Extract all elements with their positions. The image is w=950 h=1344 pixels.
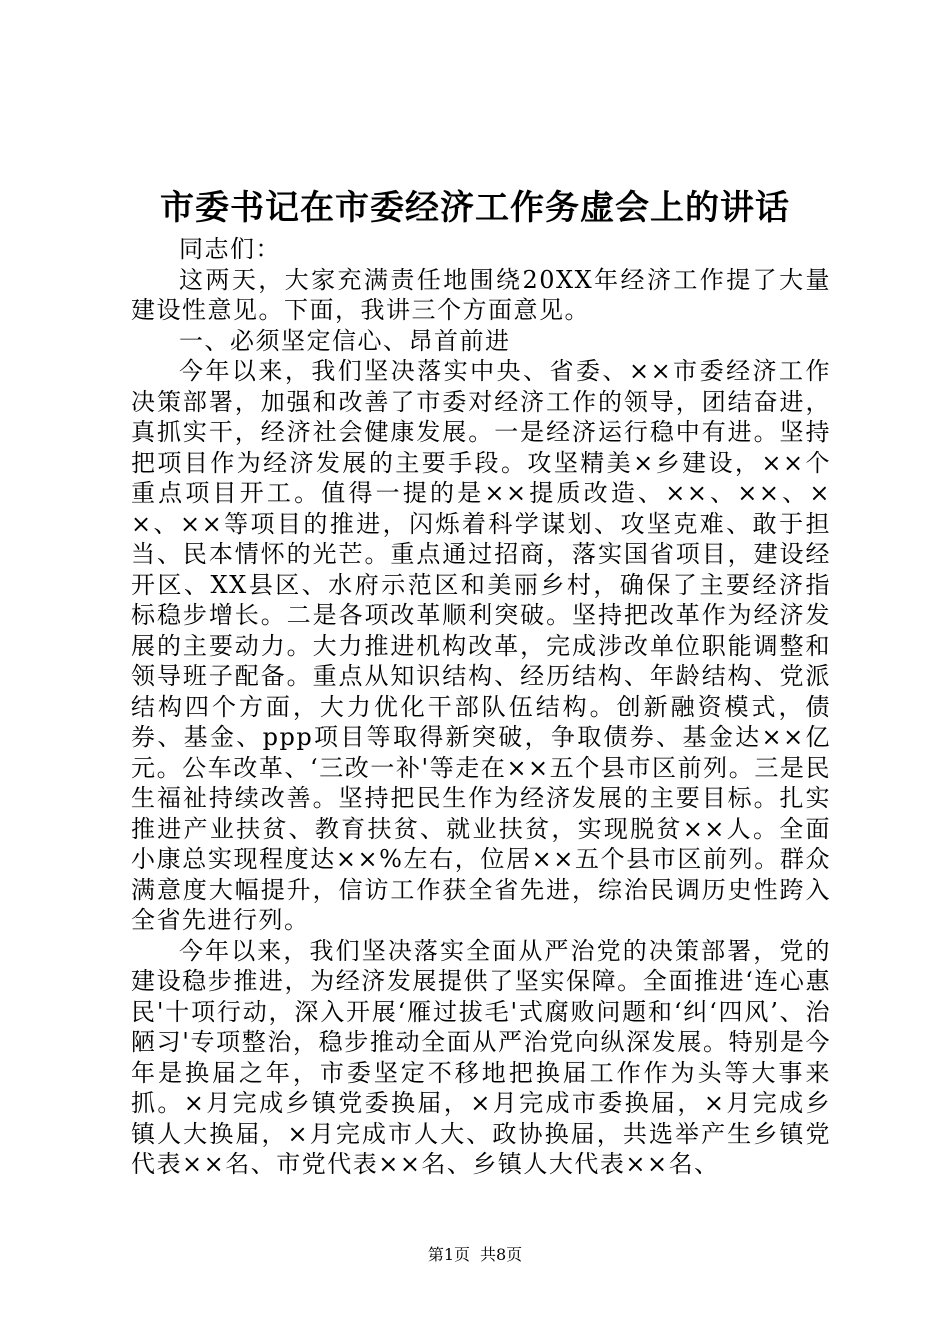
page-number: 第1页 (427, 1245, 470, 1264)
document-title: 市委书记在市委经济工作务虚会上的讲话 (160, 188, 790, 228)
salutation: 同志们： (179, 235, 281, 263)
page-footer (0, 1244, 950, 1266)
document-body (131, 234, 831, 1180)
body-paragraph: 今年以来，我们坚决落实全面从严治党的决策部署，党的建设稳步推进，为经济发展提供了坚实保障。全面推进‘连心惠民'十项行动，深入开展‘雁过拔毛'式腐败问题和‘纠‘四风’、治陋习'专项整治，稳步推动全面从严治党向纵深发展。特别是今年是换届之年，市委坚定不移地把换届工作作为头等大事来抓。×月完成乡镇党委换届，×月完成市委换届，×月完成乡镇人大换届，×月完成市人大、政协换届，共选举产生乡镇党代表××名、市党代表××名、乡镇人大代表××名、 (131, 936, 831, 1178)
intro-paragraph: 这两天，大家充满责任地围绕20XX年经济工作提了大量建设性意见。下面，我讲三个方面意见。 (131, 265, 831, 324)
body-paragraph: 今年以来，我们坚决落实中央、省委、××市委经济工作决策部署，加强和改善了市委对经济工作的领导，团结奋进，真抓实干，经济社会健康发展。一是经济运行稳中有进。坚持把项目作为经济发展的主要手段。攻坚精美×乡建设，××个重点项目开工。值得一提的是××提质改造、××、××、××、××等项目的推进，闪烁着科学谋划、攻坚克难、敢于担当、民本情怀的光芒。重点通过招商，落实国省项目，建设经开区、XX县区、水府示范区和美丽乡村，确保了主要经济指标稳步增长。二是各项改革顺利突破。坚持把改革作为经济发展的主要动力。大力推进机构改革，完成涉改单位职能调整和领导班子配备。重点从知识结构、经历结构、年龄结构、党派结构四个方面，大力优化干部队伍结构。创新融资模式，债券、基金、ppp项目等取得新突破，争取债券、基金达××亿元。公车改革、‘三改一补'等走在××五个县市区前列。三是民生福祉持续改善。坚持把民生作为经济发展的主要目标。扎实推进产业扶贫、教育扶贫、就业扶贫，实现脱贫××人。全面小康总实现程度达××%左右，位居××五个县市区前列。群众满意度大幅提升，信访工作获全省先进，综治民调历史性跨入全省先进行列。 (131, 357, 831, 934)
page-total: 共8页 (480, 1245, 523, 1264)
section-heading: 一、必须坚定信心、昂首前进 (179, 326, 511, 355)
